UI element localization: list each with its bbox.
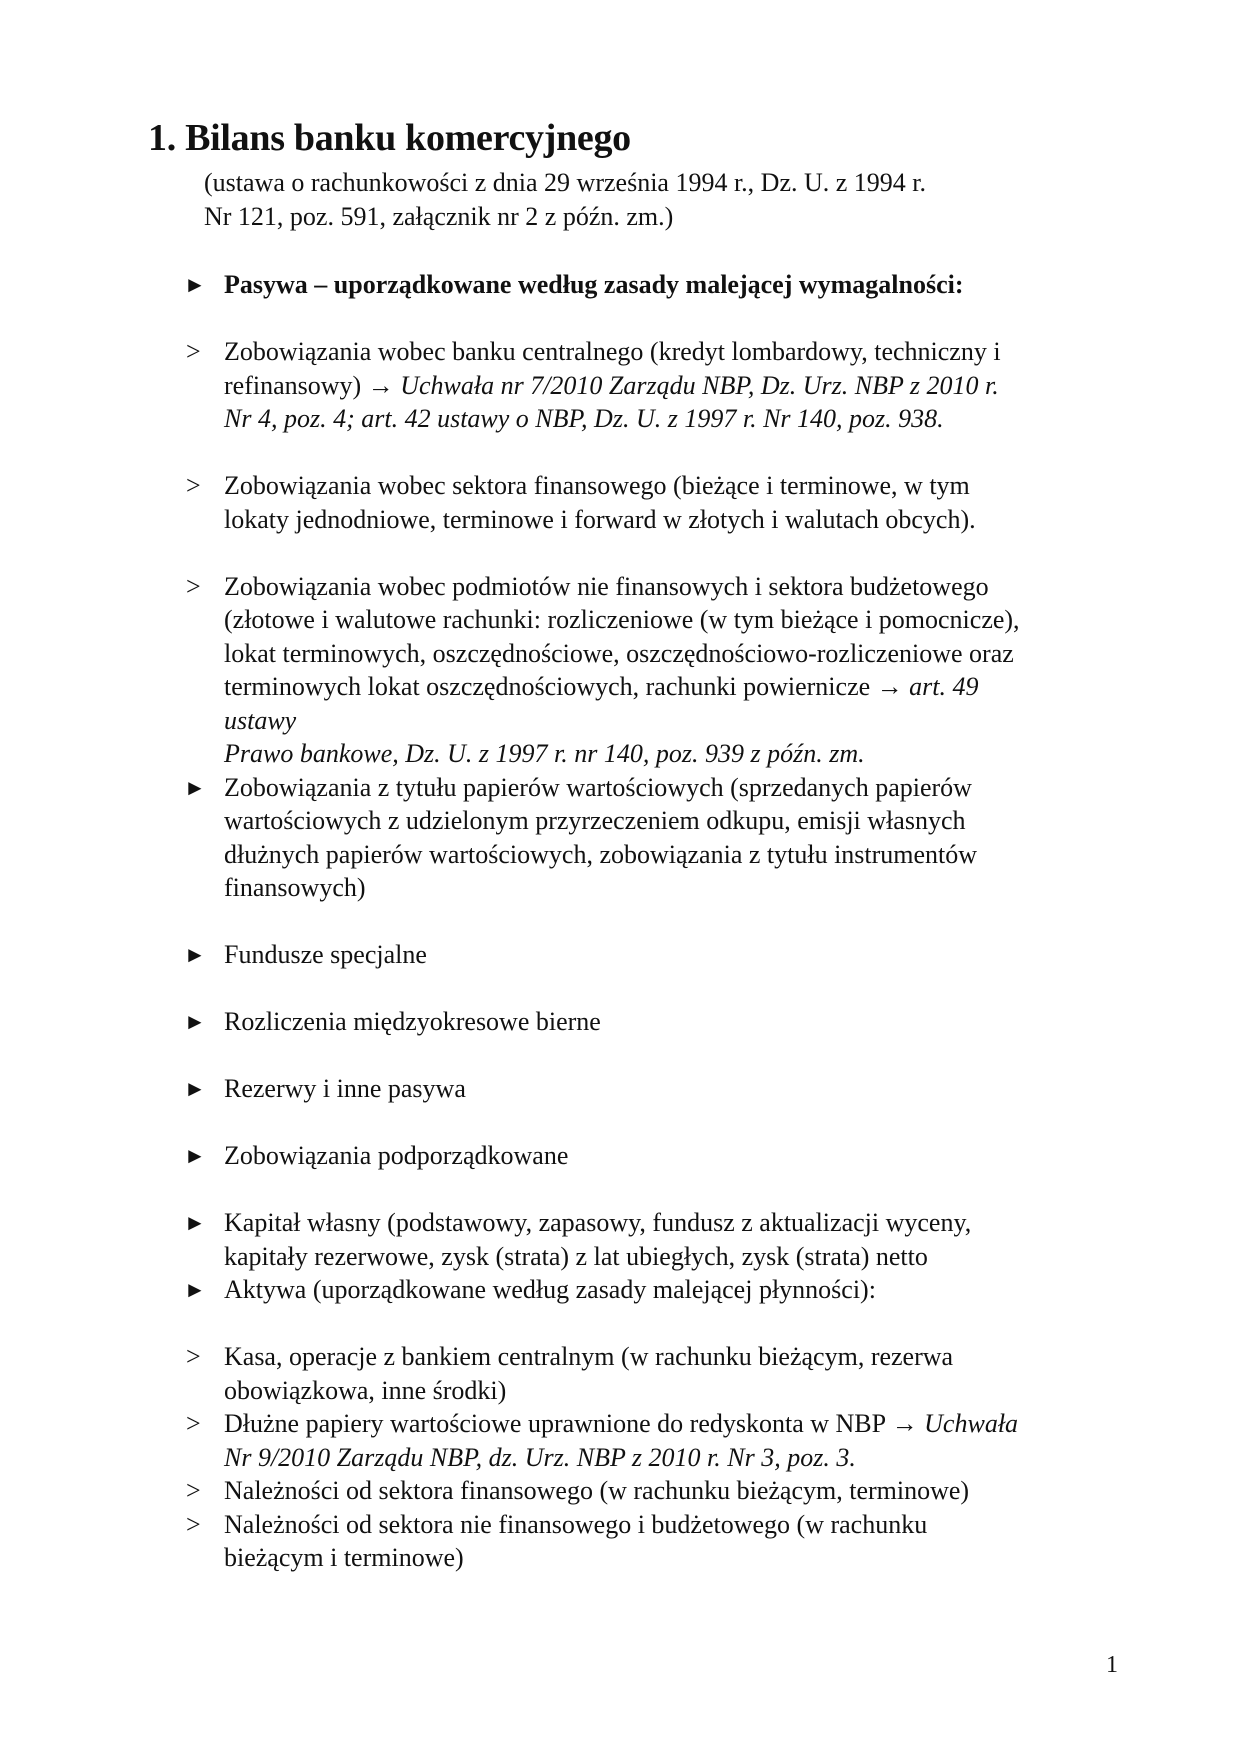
list-item-citation: Uchwała <box>924 1409 1019 1438</box>
list-item-cash <box>0 1340 1240 1407</box>
list-item-line: kapitały rezerwowe, zysk (strata) z lat ubiegłych, zysk (strata) netto <box>224 1241 928 1271</box>
list-item-special-funds <box>0 938 1240 972</box>
list-item-aktywa <box>0 1273 1240 1307</box>
list-item-citation: Uchwała nr 7/2010 Zarządu NBP, Dz. Urz. NBP z 2010 r. <box>400 370 999 400</box>
legal-reference-line-1: (ustawa o rachunkowości z dnia 29 września 1994 r., Dz. U. z 1994 r. <box>204 168 927 197</box>
list-item-text: Pasywa – uporządkowane według zasady malejącej wymagalności: <box>224 270 964 299</box>
list-item-citation: Nr 4, poz. 4; art. 42 ustawy o NBP, Dz. U. z 1997 r. Nr 140, poz. 938. <box>224 404 944 433</box>
list-item-subordinated-liabilities <box>0 1139 1240 1173</box>
gt-bullet-icon: > <box>186 571 201 601</box>
list-item-financial-receivables <box>0 1474 1240 1508</box>
list-item-text: Zobowiązania podporządkowane <box>224 1141 569 1170</box>
list-item-line <box>224 369 1120 403</box>
list-item-citation: Nr 9/2010 Zarządu NBP, dz. Urz. NBP z 2010 r. Nr 3, poz. 3. <box>224 1442 856 1472</box>
triangle-bullet-icon: ► <box>184 1277 206 1302</box>
list-item-line: lokaty jednodniowe, terminowe i forward w złotych i walutach obcych). <box>224 504 976 534</box>
list-item-text: Aktywa (uporządkowane według zasady malejącej płynności): <box>224 1275 876 1304</box>
triangle-bullet-icon: ► <box>184 942 206 967</box>
list-item-line: (złotowe i walutowe rachunki: rozliczeniowe (w tym bieżące i pomocnicze), <box>224 605 1020 634</box>
gt-bullet-icon: > <box>186 1409 201 1438</box>
list-item-line: Kapitał własny (podstawowy, zapasowy, fundusz z aktualizacji wyceny, <box>224 1208 972 1237</box>
legal-reference-line-2: Nr 121, poz. 591, załącznik nr 2 z późn. zm.) <box>204 202 674 231</box>
triangle-bullet-icon: ► <box>184 272 206 297</box>
triangle-bullet-icon: ► <box>184 1076 206 1101</box>
list-item-line: Zobowiązania wobec banku centralnego (kredyt lombardowy, techniczny i <box>224 337 1001 366</box>
balance-item-list <box>0 268 1240 1575</box>
list-item-line: dłużnych papierów wartościowych, zobowiązania z tytułu instrumentów <box>224 839 978 869</box>
list-item-non-financial-liabilities <box>0 570 1240 771</box>
gt-bullet-icon: > <box>186 1342 201 1371</box>
legal-reference <box>204 166 1104 234</box>
list-item-accruals <box>0 1005 1240 1039</box>
list-item-citation: art. 49 <box>909 672 979 701</box>
triangle-bullet-icon: ► <box>184 1210 206 1235</box>
list-item-citation: Prawo bankowe, Dz. U. z 1997 r. nr 140, poz. 939 z późn. zm. <box>224 739 865 768</box>
list-item-line: Zobowiązania wobec podmiotów nie finansowych i sektora budżetowego <box>224 571 989 601</box>
triangle-bullet-icon: ► <box>184 774 206 800</box>
list-item-line: Zobowiązania z tytułu papierów wartościowych (sprzedanych papierów <box>224 772 972 802</box>
triangle-bullet-icon: ► <box>184 1009 206 1034</box>
list-item-line: Należności od sektora nie finansowego i budżetowego (w rachunku <box>224 1509 928 1539</box>
list-item-citation: ustawy <box>224 705 297 735</box>
list-item-line: wartościowych z udzielonym przyrzeczeniem odkupu, emisji własnych <box>224 806 966 835</box>
list-item-central-bank-liabilities <box>0 335 1240 436</box>
gt-bullet-icon: > <box>186 1509 201 1539</box>
list-item-pasywa <box>0 268 1240 302</box>
list-item-text: terminowych lokat oszczędnościowych, rachunki powiernicze → <box>224 672 910 701</box>
list-item-text: refinansowy) → <box>224 370 401 400</box>
list-item-financial-sector-liabilities <box>0 469 1240 536</box>
list-item-text: Należności od sektora finansowego (w rachunku bieżącym, terminowe) <box>224 1476 970 1505</box>
list-item-line: finansowych) <box>224 873 366 902</box>
list-item-text: Rozliczenia międzyokresowe bierne <box>224 1007 601 1036</box>
list-item-debt-securities <box>0 1407 1240 1474</box>
gt-bullet-icon: > <box>186 1476 201 1505</box>
triangle-bullet-icon: ► <box>184 1143 206 1168</box>
list-item-line <box>224 670 1120 704</box>
list-item-text: Rezerwy i inne pasywa <box>224 1074 466 1103</box>
list-item-line <box>224 1407 1120 1441</box>
list-item-reserves <box>0 1072 1240 1106</box>
list-item-line: lokat terminowych, oszczędnościowe, oszczędnościowo-rozliczeniowe oraz <box>224 638 1014 668</box>
list-item-text: Dłużne papiery wartościowe uprawnione do redyskonta w NBP → <box>224 1409 925 1438</box>
list-item-line: obowiązkowa, inne środki) <box>224 1375 507 1405</box>
list-item-text: Fundusze specjalne <box>224 940 427 969</box>
list-item-equity <box>0 1206 1240 1273</box>
list-item-line: bieżącym i terminowe) <box>224 1543 464 1572</box>
list-item-securities-liabilities <box>0 771 1240 905</box>
list-item-line: Kasa, operacje z bankiem centralnym (w rachunku bieżącym, rezerwa <box>224 1342 954 1371</box>
gt-bullet-icon: > <box>186 337 201 366</box>
list-item-line: Zobowiązania wobec sektora finansowego (bieżące i terminowe, w tym <box>224 471 970 500</box>
page-title: 1. Bilans banku komercyjnego <box>148 117 631 159</box>
page-number: 1 <box>1106 1652 1118 1678</box>
gt-bullet-icon: > <box>186 471 201 500</box>
list-item-non-financial-receivables <box>0 1508 1240 1575</box>
